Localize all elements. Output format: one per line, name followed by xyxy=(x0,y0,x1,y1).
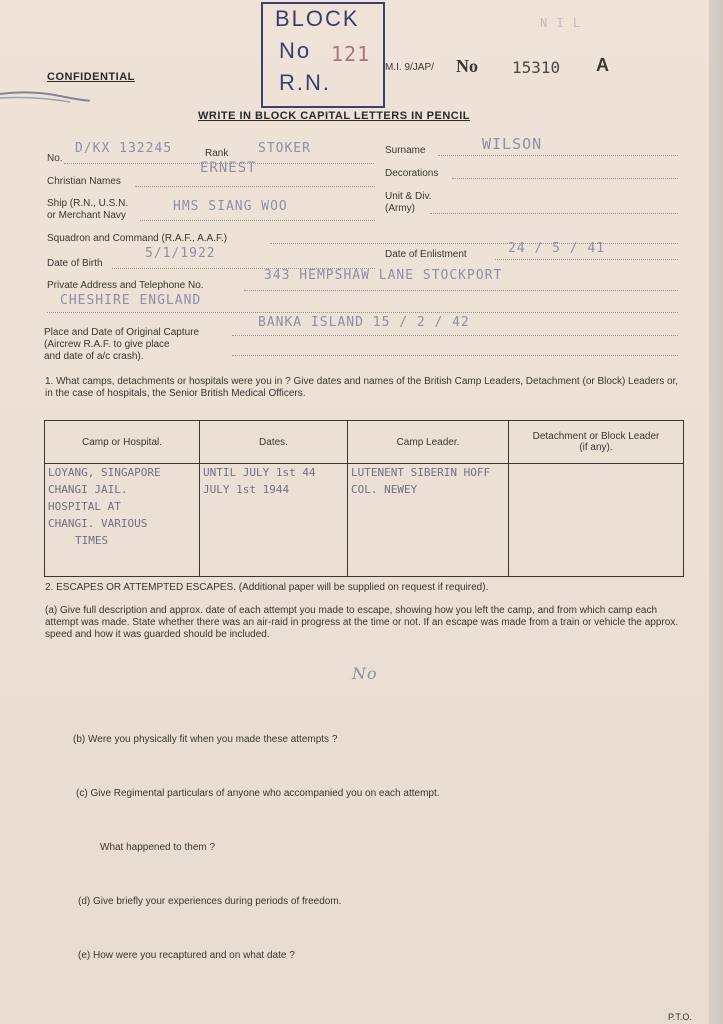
question-a: (a) Give full description and approx. date of each attempt you made to escape, showing how you left the camp, and from which camp each attempt was made. State whether there was an air-raid in progress at the time or not. If an escape was made from a train or vehicle the approx. speed and how it was guarded should be included. xyxy=(45,605,679,640)
question-e: (e) How were you recaptured and on what date ? xyxy=(78,950,295,961)
service-number: D/KX 132245 xyxy=(75,141,173,156)
table-row: CHANGI JAIL. xyxy=(48,483,128,496)
column-header-camp: Camp or Hospital. xyxy=(45,421,200,464)
rank-label: Rank xyxy=(205,148,229,159)
table-row: HOSPITAL AT xyxy=(48,500,121,513)
stamp-no: No xyxy=(279,38,312,63)
tag-string xyxy=(0,86,90,108)
table-row: LOYANG, SINGAPORE xyxy=(48,466,161,479)
table-row: LUTENENT SIBERIN HOFF xyxy=(351,466,491,479)
column-header-leader: Camp Leader. xyxy=(348,421,509,464)
dob-label: Date of Birth xyxy=(47,258,103,269)
decorations-label: Decorations xyxy=(385,168,439,179)
capture-label-2: (Aircrew R.A.F. to give place xyxy=(44,339,170,350)
question-c-followup: What happened to them ? xyxy=(100,842,216,853)
enlistment-label: Date of Enlistment xyxy=(385,249,467,260)
address-line-1: 343 HEMPSHAW LANE STOCKPORT xyxy=(264,268,503,283)
table-row: JULY 1st 1944 xyxy=(203,483,290,496)
camps-table xyxy=(44,420,684,577)
corner-mark: N I L xyxy=(540,16,582,30)
table-cell xyxy=(200,464,348,577)
pto-label: P.T.O. xyxy=(668,1012,692,1022)
christian-names-value: ERNEST xyxy=(200,160,257,176)
table-row: TIMES xyxy=(75,534,109,547)
question-b: (b) Were you physically fit when you made these attempts ? xyxy=(73,734,338,745)
ship-label: Ship (R.N., U.S.N. xyxy=(47,198,129,209)
confidential-label: CONFIDENTIAL xyxy=(47,71,135,83)
christian-names-label: Christian Names xyxy=(47,176,121,187)
column-header-detachment: Detachment or Block Leader (if any). xyxy=(509,421,684,464)
mi-reference: M.I. 9/JAP/ xyxy=(385,62,434,73)
question-c: (c) Give Regimental particulars of anyone who accompanied you on each attempt. xyxy=(76,788,440,799)
table-cell xyxy=(509,464,684,577)
table-cell xyxy=(45,464,200,577)
squadron-label: Squadron and Command (R.A.F., A.A.F.) xyxy=(47,233,228,244)
dob-value: 5/1/1922 xyxy=(145,246,216,261)
table-cell xyxy=(348,464,509,577)
surname-label: Surname xyxy=(385,145,426,156)
page-edge xyxy=(709,0,723,1024)
section1-question: 1. What camps, detachments or hospitals were you in ? Give dates and names of the British Camp Leaders, Detachment (or Block) Leaders or, in the case of hospitals, the Senior British Medical Officers. xyxy=(45,376,679,399)
rank-value: STOKER xyxy=(258,141,311,156)
column-header-dates: Dates. xyxy=(200,421,348,464)
question-d: (d) Give briefly your experiences during periods of freedom. xyxy=(78,896,342,907)
address-line-2: CHESHIRE ENGLAND xyxy=(60,293,202,308)
address-label: Private Address and Telephone No. xyxy=(47,280,204,291)
unit-label-2: (Army) xyxy=(385,203,415,214)
answer-a: No xyxy=(352,664,378,683)
section2-heading: 2. ESCAPES OR ATTEMPTED ESCAPES. (Additional paper will be supplied on request if required). xyxy=(45,582,489,593)
form-suffix: A xyxy=(596,55,609,75)
table-row: CHANGI. VARIOUS xyxy=(48,517,148,530)
table-row: UNTIL JULY 1st 44 xyxy=(203,466,316,479)
capture-label-3: and date of a/c crash). xyxy=(44,351,144,362)
no-label: No. xyxy=(47,153,63,164)
number-label: No xyxy=(456,56,478,76)
surname-value: WILSON xyxy=(482,135,543,153)
ship-value: HMS SIANG WOO xyxy=(173,199,288,214)
stamp-block: BLOCK xyxy=(275,6,360,31)
capture-label: Place and Date of Original Capture xyxy=(44,327,200,338)
ship-label-2: or Merchant Navy xyxy=(47,210,126,221)
stamp-rn: R.N. xyxy=(279,70,331,95)
instruction-heading: WRITE IN BLOCK CAPITAL LETTERS IN PENCIL xyxy=(198,110,470,122)
capture-value: BANKA ISLAND 15 / 2 / 42 xyxy=(258,315,470,330)
enlistment-value: 24 / 5 / 41 xyxy=(508,241,606,256)
table-row: COL. NEWEY xyxy=(351,483,418,496)
unit-label: Unit & Div. xyxy=(385,191,432,202)
form-number: 15310 xyxy=(512,58,561,77)
stamp-number: 121 xyxy=(331,42,371,66)
